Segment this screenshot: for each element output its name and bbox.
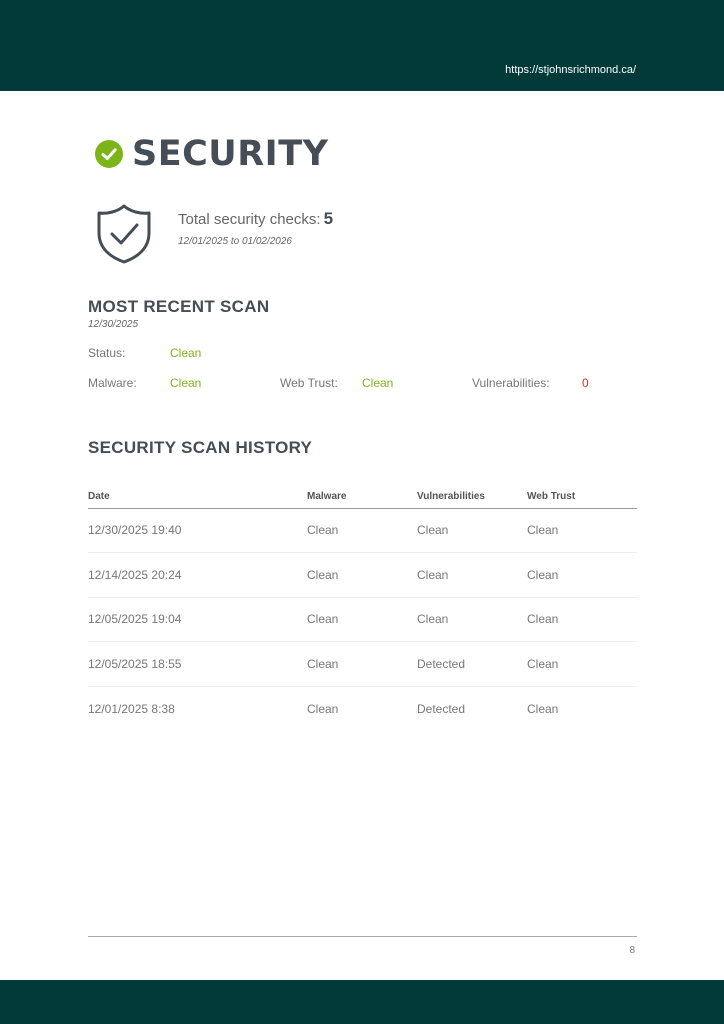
shield-check-icon — [95, 203, 153, 265]
footer-band — [0, 980, 724, 1024]
check-circle-icon — [95, 140, 123, 168]
vulnerabilities-label: Vulnerabilities: — [472, 376, 550, 390]
cell-web-trust: Clean — [527, 508, 637, 553]
scan-history-heading: SECURITY SCAN HISTORY — [88, 438, 313, 457]
malware-value: Clean — [170, 376, 202, 390]
total-checks-count: 5 — [323, 209, 334, 228]
vulnerabilities-value: 0 — [582, 376, 589, 390]
table-header-row — [88, 486, 637, 508]
total-checks-label: Total security checks: — [178, 211, 321, 228]
status-value: Clean — [170, 346, 202, 360]
table-row — [88, 642, 637, 687]
cell-web-trust: Clean — [527, 642, 637, 687]
cell-malware: Clean — [307, 701, 339, 716]
cell-web-trust: Clean — [527, 701, 559, 716]
column-header-date: Date — [88, 486, 307, 508]
status-label: Status: — [88, 346, 126, 360]
table-row — [88, 508, 637, 553]
cell-malware: Clean — [307, 642, 417, 687]
table-row — [88, 553, 637, 598]
cell-date: 12/05/2025 19:04 — [88, 597, 307, 642]
cell-vulnerabilities: Clean — [417, 597, 527, 642]
cell-malware: Clean — [307, 553, 417, 598]
recent-scan-date: 12/30/2025 — [88, 319, 139, 330]
cell-vulnerabilities: Clean — [417, 508, 527, 553]
web-trust-value: Clean — [362, 376, 394, 390]
web-trust-label: Web Trust: — [280, 376, 338, 390]
cell-malware: Clean — [307, 597, 417, 642]
cell-vulnerabilities: Clean — [417, 553, 527, 598]
column-header-web-trust: Web Trust — [527, 486, 637, 508]
header-band — [0, 0, 724, 91]
cell-malware: Clean — [307, 508, 417, 553]
malware-label: Malware: — [88, 376, 137, 390]
page-number: 8 — [629, 945, 635, 956]
cell-web-trust: Clean — [527, 597, 637, 642]
cell-date: 12/14/2025 20:24 — [88, 553, 307, 598]
cell-vulnerabilities: Detected — [417, 701, 466, 716]
recent-scan-heading: MOST RECENT SCAN — [88, 297, 270, 316]
table-row — [88, 686, 637, 731]
footer-divider — [88, 936, 637, 937]
page-title-row — [95, 132, 328, 176]
site-url: https://stjohnsrichmond.ca/ — [505, 64, 636, 76]
page-title: SECURITY — [132, 134, 329, 174]
cell-vulnerabilities: Detected — [417, 642, 527, 687]
cell-date: 12/30/2025 19:40 — [88, 508, 307, 553]
column-header-malware: Malware — [307, 486, 417, 508]
total-checks — [178, 209, 333, 229]
scan-history-table — [88, 486, 637, 731]
checks-date-range: 12/01/2025 to 01/02/2026 — [178, 236, 292, 247]
cell-date: 12/01/2025 8:38 — [88, 701, 175, 716]
cell-date: 12/05/2025 18:55 — [88, 642, 307, 687]
column-header-vulnerabilities: Vulnerabilities — [417, 486, 527, 508]
table-row — [88, 597, 637, 642]
cell-web-trust: Clean — [527, 553, 637, 598]
